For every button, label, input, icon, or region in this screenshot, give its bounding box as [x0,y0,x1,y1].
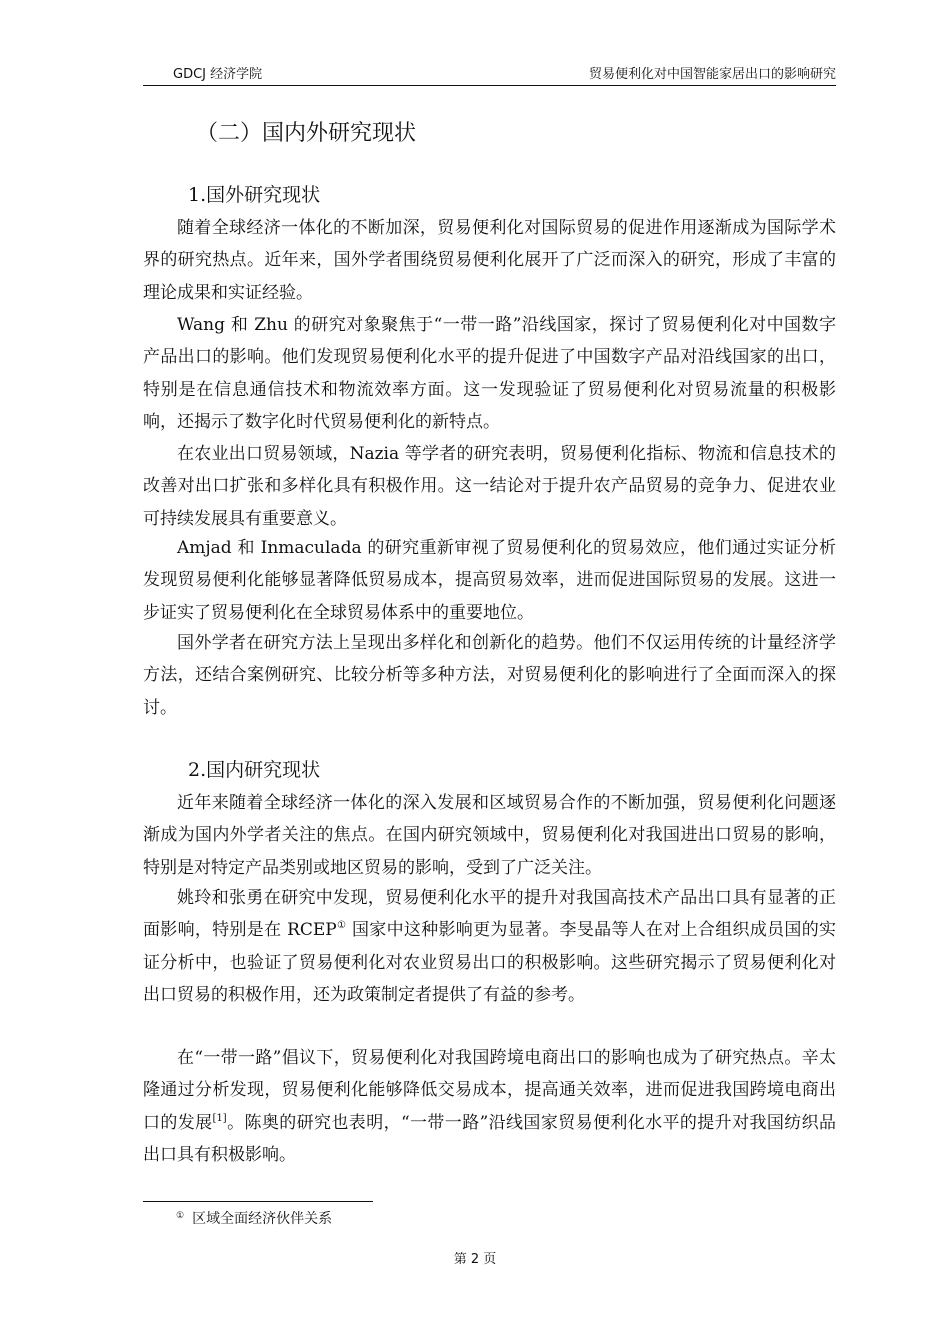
header-school: GDCJ 经济学院 [173,67,263,82]
paragraph-text: 国家中这种影响更为显著。李旻晶等人在对上合组织成员国的实证分析中，也验证了贸易便利化对农业贸易出口的积极影响。这些研究揭示了贸易便利化对出口贸易的积极作用，还为政策制定者提供了有益的参考。 [143,920,837,1005]
header-thesis-title: 贸易便利化对中国智能家居出口的影响研究 [588,67,836,82]
paragraph [143,1042,836,1171]
page-header [143,67,836,86]
paragraph [143,882,836,1011]
footnote-text: 区域全面经济伙伴关系 [192,1211,333,1227]
footnote-divider [143,1201,373,1202]
paragraph: 近年来随着全球经济一体化的深入发展和区域贸易合作的不断加强，贸易便利化问题逐渐成为国内外学者关注的焦点。在国内研究领域中，贸易便利化对我国进出口贸易的影响，特别是对特定产品类别或地区贸易的影响，受到了广泛关注。 [143,793,836,878]
paragraph: 在农业出口贸易领域，Nazia 等学者的研究表明，贸易便利化指标、物流和信息技术的改善对出口扩张和多样化具有积极作用。这一结论对于提升农产品贸易的竞争力、促进农业可持续发展具有重要意义。 [143,444,836,529]
paragraph: 随着全球经济一体化的不断加深，贸易便利化对国际贸易的促进作用逐渐成为国际学术界的研究热点。近年来，国外学者围绕贸易便利化展开了广泛而深入的研究，形成了丰富的理论成果和实证经验。 [143,218,836,303]
section-title: （二）国内外研究现状 [196,121,417,146]
footnote-marker: ① [176,1211,185,1221]
paragraph-text: 姚玲和张勇在研究中发现，贸易便利化水平的提升对我国高技术产品出口具有显著的正面影响，特别是在 RCEP [143,888,836,941]
paragraph: Amjad 和 Inmaculada 的研究重新审视了贸易便利化的贸易效应，他们通过实证分析发现贸易便利化能够显著降低贸易成本，提高贸易效率，进而促进国际贸易的发展。这进一步证实了贸易便利化在全球贸易体系中的重要地位。 [143,538,836,623]
subsection-title-foreign: 1.国外研究现状 [188,184,321,206]
footnote-marker: ① [336,920,347,932]
subsection-title-domestic: 2.国内研究现状 [188,759,321,781]
paragraph-text: 。陈奥的研究也表明，“一带一路”沿线国家贸易便利化水平的提升对我国纺织品出口具有积极影响。 [143,1112,836,1165]
footnote [176,1209,332,1229]
paragraph: Wang 和 Zhu 的研究对象聚焦于“一带一路”沿线国家，探讨了贸易便利化对中国数字产品出口的影响。他们发现贸易便利化水平的提升促进了中国数字产品对沿线国家的出口，特别是在信息通信技术和物流效率方面。这一发现验证了贸易便利化对贸易流量的积极影响，还揭示了数字化时代贸易便利化的新特点。 [143,315,836,432]
page-number: 第 2 页 [453,1252,497,1267]
citation-reference: [1] [212,1112,227,1124]
paragraph: 国外学者在研究方法上呈现出多样化和创新化的趋势。他们不仅运用传统的计量经济学方法，还结合案例研究、比较分析等多种方法，对贸易便利化的影响进行了全面而深入的探讨。 [143,633,836,718]
paragraph-text: 在“一带一路”倡议下，贸易便利化对我国跨境电商出口的影响也成为了研究热点。辛太隆通过分析发现，贸易便利化能够降低交易成本，提高通关效率，进而促进我国跨境电商出口的发展 [143,1048,836,1133]
